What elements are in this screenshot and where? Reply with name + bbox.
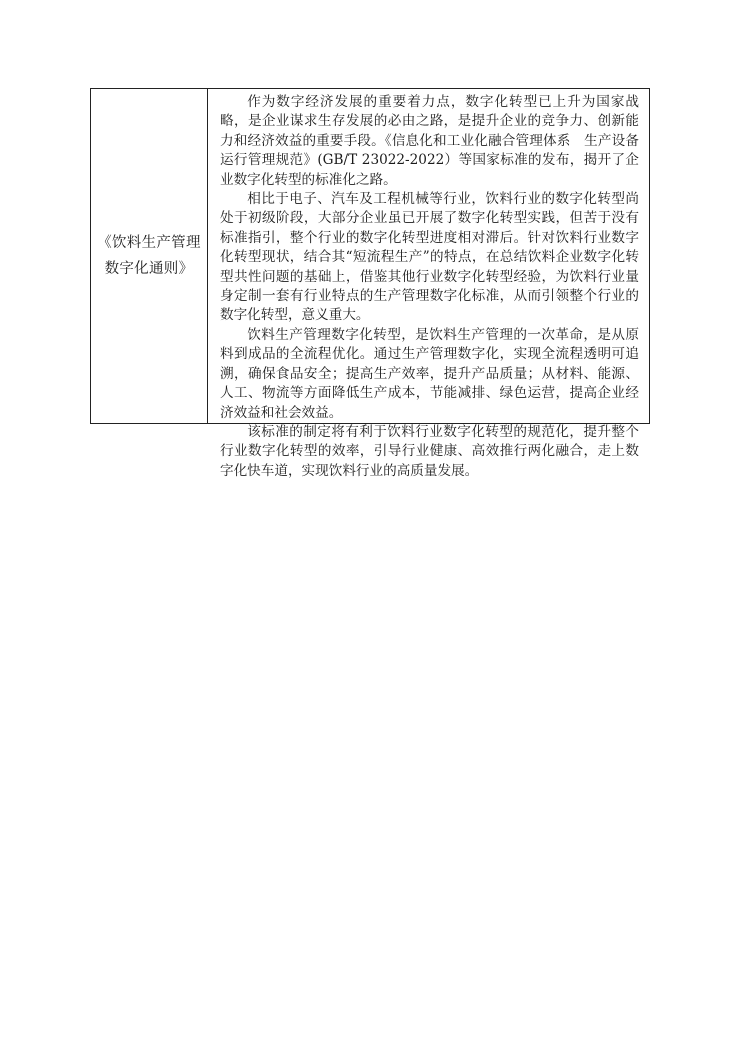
description-paragraph-3: 饮料生产管理数字化转型，是饮料生产管理的一次革命，是从原料到成品的全流程优化。通过生产管理数字化，实现全流程透明可追溯，确保食品安全；提高生产效率，提升产品质量；从材料、能源、人工、物流等方面降低生产成本，节能减排、绿色运营，提高企业经济效益和社会效益。 xyxy=(220,326,639,421)
standard-name-cell xyxy=(91,89,208,423)
description-paragraph-1: 作为数字经济发展的重要着力点，数字化转型已上升为国家战略，是企业谋求生存发展的必由之路，是提升企业的竞争力、创新能力和经济效益的重要手段。《信息化和工业化融合管理体系 生产设备运行管理规范》(GB/T 23022-2022）等国家标准的发布，揭开了企业数字化转型的标准化之路。 xyxy=(220,94,639,188)
description-paragraph-4: 该标准的制定将有利于饮料行业数字化转型的规范化，提升整个行业数字化转型的效率，引导行业健康、高效推行两化融合，走上数字化快车道，实现饮料行业的高质量发展。 xyxy=(220,423,639,479)
standard-name-line-2: 数字化通则》 xyxy=(104,261,194,277)
standard-name-line-1: 《饮料生产管理 xyxy=(97,235,201,251)
standard-name xyxy=(97,230,201,282)
description-paragraph-2: 相比于电子、汽车及工程机械等行业，饮料行业的数字化转型尚处于初级阶段，大部分企业虽已开展了数字化转型实践，但苦于没有标准指引，整个行业的数字化转型进度相对滞后。针对饮料行业数字化转型现状，结合其“短流程生产”的特点，在总结饮料企业数字化转型共性问题的基础上，借鉴其他行业数字化转型经验，为饮料行业量身定制一套有行业特点的生产管理数字化标准，从而引领整个行业的数字化转型，意义重大。 xyxy=(220,191,639,324)
standard-table xyxy=(90,88,650,479)
description-cell xyxy=(208,89,649,479)
